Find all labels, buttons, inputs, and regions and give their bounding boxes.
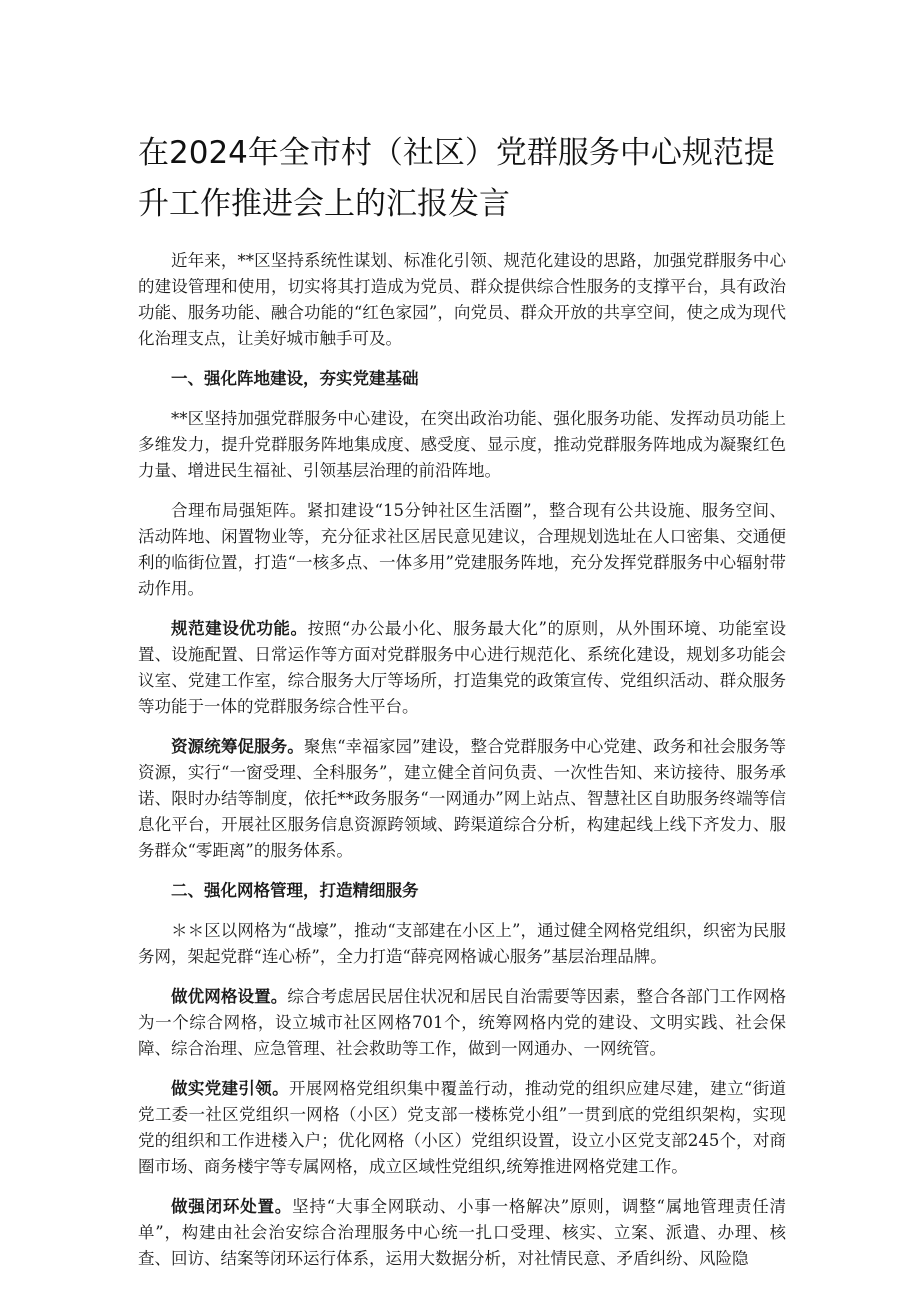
section-2-paragraph-3-text: 坚持“大事全网联动、小事一格解决”原则，调整“属地管理责任清单”，构建由社会治安综合治理服务中心统一扎口受理、核实、立案、派遣、办理、核查、回访、结案等闭环运行体系，运用大数据分析，对社情民意、矛盾纠纷、风险隐 <box>138 1197 786 1268</box>
section-1-paragraph-2-lead: 规范建设优功能。 <box>171 619 308 638</box>
section-1-paragraph-3 <box>138 734 786 864</box>
section-1-paragraph-1 <box>138 498 786 602</box>
section-1-paragraph-3-text: 聚焦“幸福家园”建设，整合党群服务中心党建、政务和社会服务等资源，实行“一窗受理、全科服务”，建立健全首问负责、一次性告知、来访接待、服务承诺、限时办结等制度，依托**政务服务“一网通办”网上站点、智慧社区自助服务终端等信息化平台，开展社区服务信息资源跨领域、跨渠道综合分析，构建起线上线下齐发力、服务群众“零距离”的服务体系。 <box>138 737 787 860</box>
document-page <box>138 128 786 1286</box>
section-2-paragraph-1-lead: 做优网格设置。 <box>171 987 288 1006</box>
section-1-heading: 一、强化阵地建设，夯实党建基础 <box>171 369 419 388</box>
intro-paragraph: 近年来，**区坚持系统性谋划、标准化引领、规范化建设的思路，加强党群服务中心的建设管理和使用，切实将其打造成为党员、群众提供综合性服务的支撑平台，具有政治功能、服务功能、融合功能的“红色家园”，向党员、群众开放的共享空间，使之成为现代化治理支点，让美好城市触手可及。 <box>138 251 786 348</box>
section-2-summary: ＊＊区以网格为“战壕”，推动“支部建在小区上”，通过健全网格党组织，织密为民服务网，架起党群“连心桥”，全力打造“薛亮网格诚心服务”基层治理品牌。 <box>138 921 786 966</box>
section-2-paragraph-2-text: 开展网格党组织集中覆盖行动，推动党的组织应建尽建，建立“街道党工委一社区党组织一网格（小区）党支部一楼栋党小组”一贯到底的党组织架构，实现党的组织和工作进楼入户；优化网格（小区）党组织设置，设立小区党支部245个，对商圈市场、商务楼宇等专属网格，成立区域性党组织,统筹推进网格党建工作。 <box>138 1079 787 1176</box>
section-2-paragraph-2-lead: 做实党建引领。 <box>171 1079 289 1098</box>
section-2-paragraph-3 <box>138 1194 786 1272</box>
section-1-summary: **区坚持加强党群服务中心建设，在突出政治功能、强化服务功能、发挥动员功能上多维发力，提升党群服务阵地集成度、感受度、显示度，推动党群服务阵地成为凝聚红色力量、增进民生福祉、引领基层治理的前沿阵地。 <box>138 409 786 480</box>
section-2-paragraph-1-text: 综合考虑居民居住状况和居民自治需要等因素，整合各部门工作网格为一个综合网格，设立城市社区网格701个，统筹网格内党的建设、文明实践、社会保障、综合治理、应急管理、社会救助等工作，做到一网通办、一网统管。 <box>138 987 786 1058</box>
section-2-paragraph-3-lead: 做强闭环处置。 <box>171 1197 293 1216</box>
section-1-paragraph-1-text: 合理布局强矩阵。紧扣建设“15分钟社区生活圈”，整合现有公共设施、服务空间、活动阵地、闲置物业等，充分征求社区居民意见建议，合理规划选址在人口密集、交通便利的临街位置，打造“一核多点、一体多用”党建服务阵地，充分发挥党群服务中心辐射带动作用。 <box>138 501 786 598</box>
section-2-heading: 二、强化网格管理，打造精细服务 <box>171 881 419 900</box>
section-1-paragraph-3-lead: 资源统筹促服务。 <box>171 737 304 756</box>
section-2-paragraph-1 <box>138 984 786 1062</box>
section-1-paragraph-2-text: 按照“办公最小化、服务最大化”的原则，从外围环境、功能室设置、设施配置、日常运作等方面对党群服务中心进行规范化、系统化建设，规划多功能会议室、党建工作室，综合服务大厅等场所，打造集党的政策宣传、党组织活动、群众服务等功能于一体的党群服务综合性平台。 <box>138 619 787 716</box>
document-title: 在2024年全市村（社区）党群服务中心规范提升工作推进会上的汇报发言 <box>138 135 775 222</box>
section-2-paragraph-2 <box>138 1076 786 1180</box>
section-1-paragraph-2 <box>138 616 786 720</box>
